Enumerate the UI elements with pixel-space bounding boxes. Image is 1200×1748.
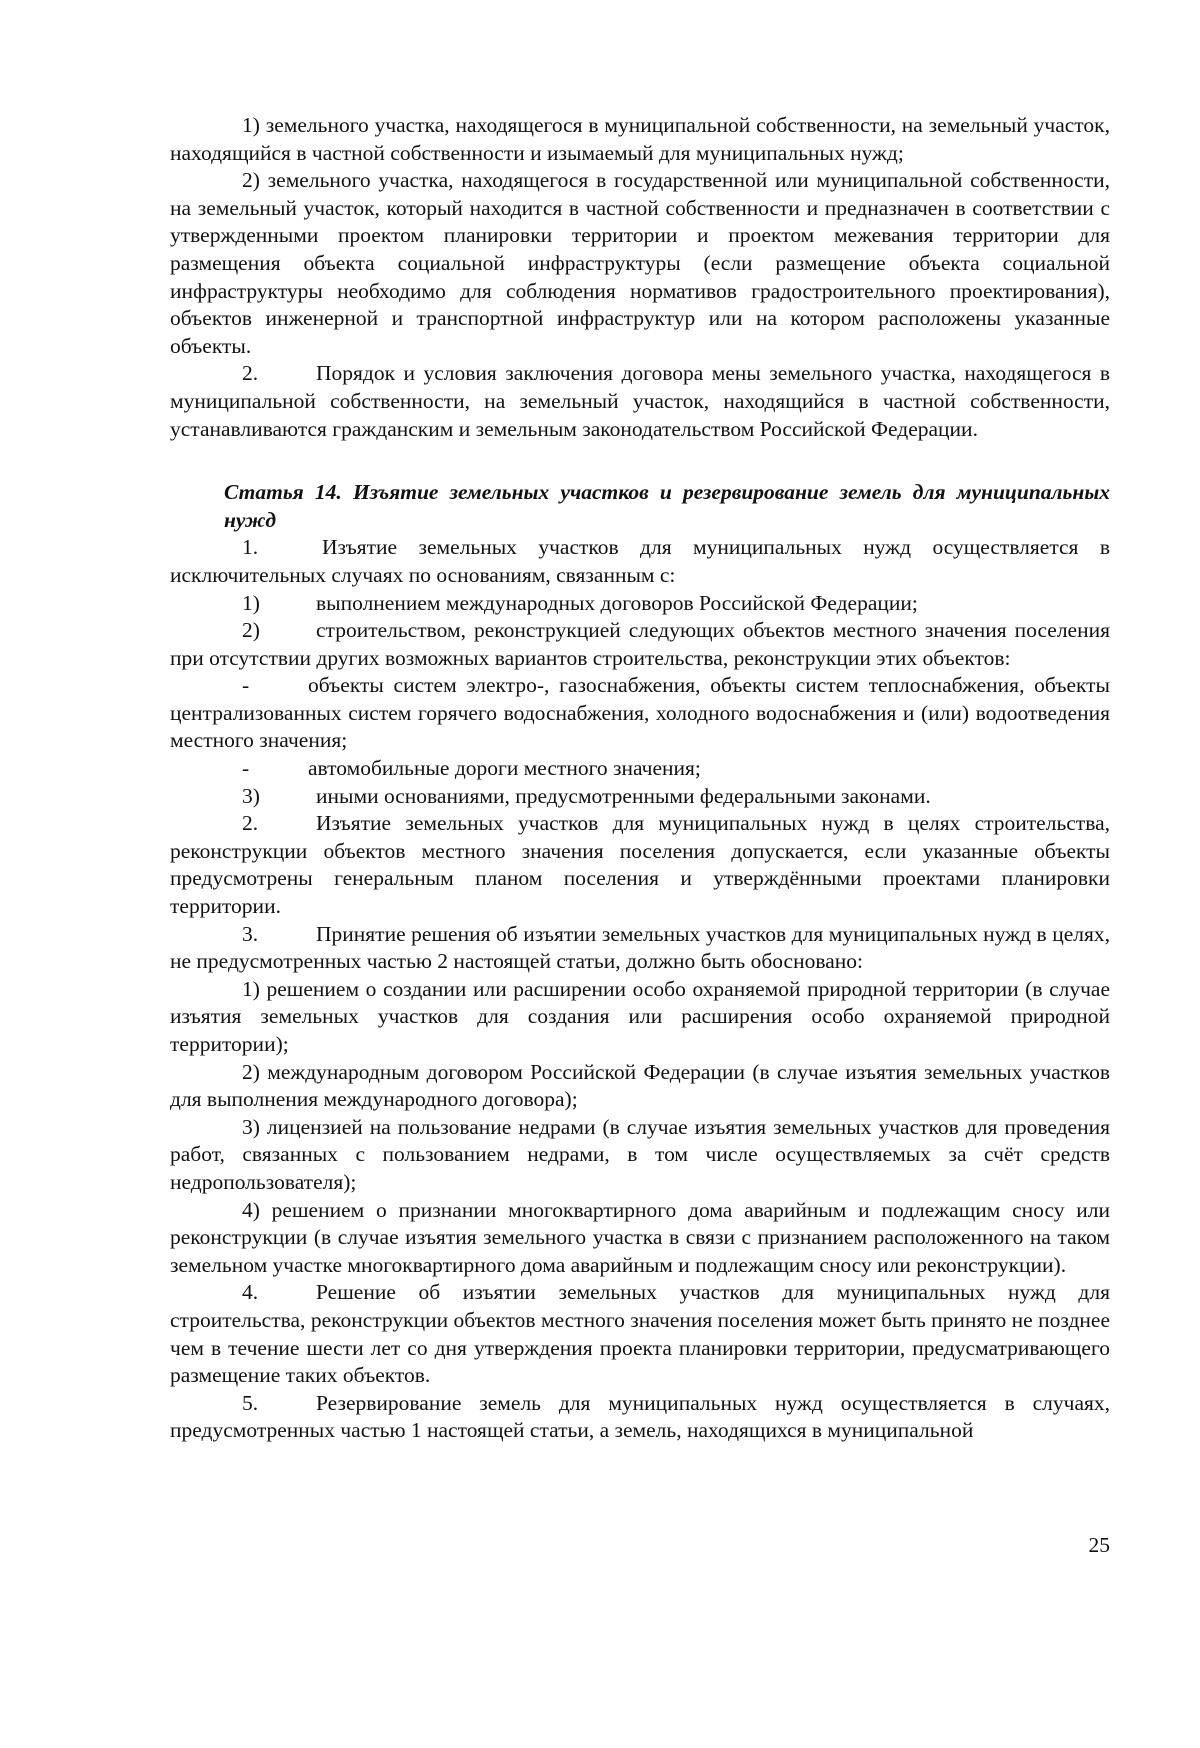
exchange-item-1: 1) земельного участка, находящегося в муниципальной собственности, на земельный участок, находящийся в частной собственности и изымаемый для муниципальных нужд; xyxy=(170,113,1110,165)
subpoint-number: 2) xyxy=(242,618,260,643)
point-number: 4. xyxy=(242,1280,259,1305)
point-text: Изъятие земельных участков для муниципальных нужд в целях строительства, реконструкции объектов местного значения поселения допускается, если указанные объекты предусмотрены генеральным планом поселения и утверждёнными проектами планировки территории. xyxy=(170,811,1110,919)
paragraph-text: Порядок и условия заключения договора мены земельного участка, находящегося в муниципальной собственности, на земельный участок, находящийся в частной собственности, устанавливаются гражданским и земельным законодательством Российской Федерации. xyxy=(170,361,1110,441)
point-text: Резервирование земель для муниципальных нужд осуществляется в случаях, предусмотренных частью 1 настоящей статьи, а земель, находящихся в муниципальной xyxy=(170,1390,1110,1443)
paragraph-number: 2. xyxy=(242,361,259,386)
point-text: Изъятие земельных участков для муниципальных нужд осуществляется в исключительных случаях по основаниям, связанным с: xyxy=(170,535,1110,587)
justification-item-4: 4) решением о признании многоквартирного дома аварийным и подлежащим сносу или реконструкции (в случае изъятия земельного участка в связи с признанием расположенного на таком земельном участке многоквартирного дома аварийным и подлежащим сносу или реконструкции). xyxy=(170,1197,1110,1277)
article-point-5 xyxy=(170,1390,1110,1445)
dash-item-1 xyxy=(170,672,1110,755)
subpoint-1 xyxy=(170,590,1110,618)
subpoint-text: иными основаниями, предусмотренными федеральными законами. xyxy=(316,783,931,808)
dash-text: объекты систем электро-, газоснабжения, объекты систем теплоснабжения, объекты централизованных систем горячего водоснабжения, холодного водоснабжения и (или) водоотведения местного значения; xyxy=(170,673,1110,753)
point-number: 5. xyxy=(242,1390,259,1415)
point-number: 2. xyxy=(242,811,259,836)
subpoint-number: 1) xyxy=(242,590,260,615)
dash-text: автомобильные дороги местного значения; xyxy=(308,756,701,781)
dash-marker: - xyxy=(242,673,250,698)
article-point-1 xyxy=(170,534,1110,589)
justification-item-1: 1) решением о создании или расширении особо охраняемой природной территории (в случае изъятия земельных участков для создания или расширения особо охраняемой природной территории); xyxy=(170,976,1110,1056)
exchange-item-2: 2) земельного участка, находящегося в государственной или муниципальной собственности, на земельный участок, который находится в частной собственности и предназначен в соответствии с утвержденными проектом планировки территории и проектом межевания территории для размещения объекта социальной инфраструктуры (если размещение объекта социальной инфраструктуры необходимо для соблюдения нормативов градостроительного проектирования), объектов инженерной и транспортной инфраструктур или на котором расположены указанные объекты. xyxy=(170,168,1110,358)
point-text: Принятие решения об изъятии земельных участков для муниципальных нужд в целях, не предусмотренных частью 2 настоящей статьи, должно быть обосновано: xyxy=(170,921,1110,974)
point-text: Решение об изъятии земельных участков для муниципальных нужд для строительства, реконструкции объектов местного значения поселения может быть принято не позднее чем в течение шести лет со дня утверждения проекта планировки территории, предусматривающего размещение таких объектов. xyxy=(170,1280,1110,1388)
article-point-3 xyxy=(170,921,1110,976)
article-point-4 xyxy=(170,1279,1110,1389)
document-page xyxy=(170,112,1110,1445)
subpoint-number: 3) xyxy=(242,783,260,808)
justification-item-3: 3) лицензией на пользование недрами (в случае изъятия земельных участков для проведения работ, связанных с пользованием недрами, в том числе осуществляемых за счёт средств недропользователя); xyxy=(170,1114,1110,1194)
paragraph-2 xyxy=(170,360,1110,443)
page-number: 25 xyxy=(1088,1533,1110,1557)
article-point-2 xyxy=(170,810,1110,920)
dash-marker: - xyxy=(242,756,250,781)
subpoint-text: строительством, реконструкцией следующих объектов местного значения поселения при отсутствии других возможных вариантов строительства, реконструкции этих объектов: xyxy=(170,618,1110,670)
subpoint-text: выполнением международных договоров Российской Федерации; xyxy=(316,590,918,615)
point-number: 3. xyxy=(242,921,259,946)
point-number: 1. xyxy=(242,535,259,560)
dash-item-2 xyxy=(170,755,1110,783)
subpoint-2 xyxy=(170,617,1110,672)
subpoint-3 xyxy=(170,783,1110,811)
article-heading: Статья 14. Изъятие земельных участков и резервирование земель для муниципальных нужд xyxy=(224,480,1110,532)
justification-item-2: 2) международным договором Российской Федерации (в случае изъятия земельных участков для выполнения международного договора); xyxy=(170,1059,1110,1112)
